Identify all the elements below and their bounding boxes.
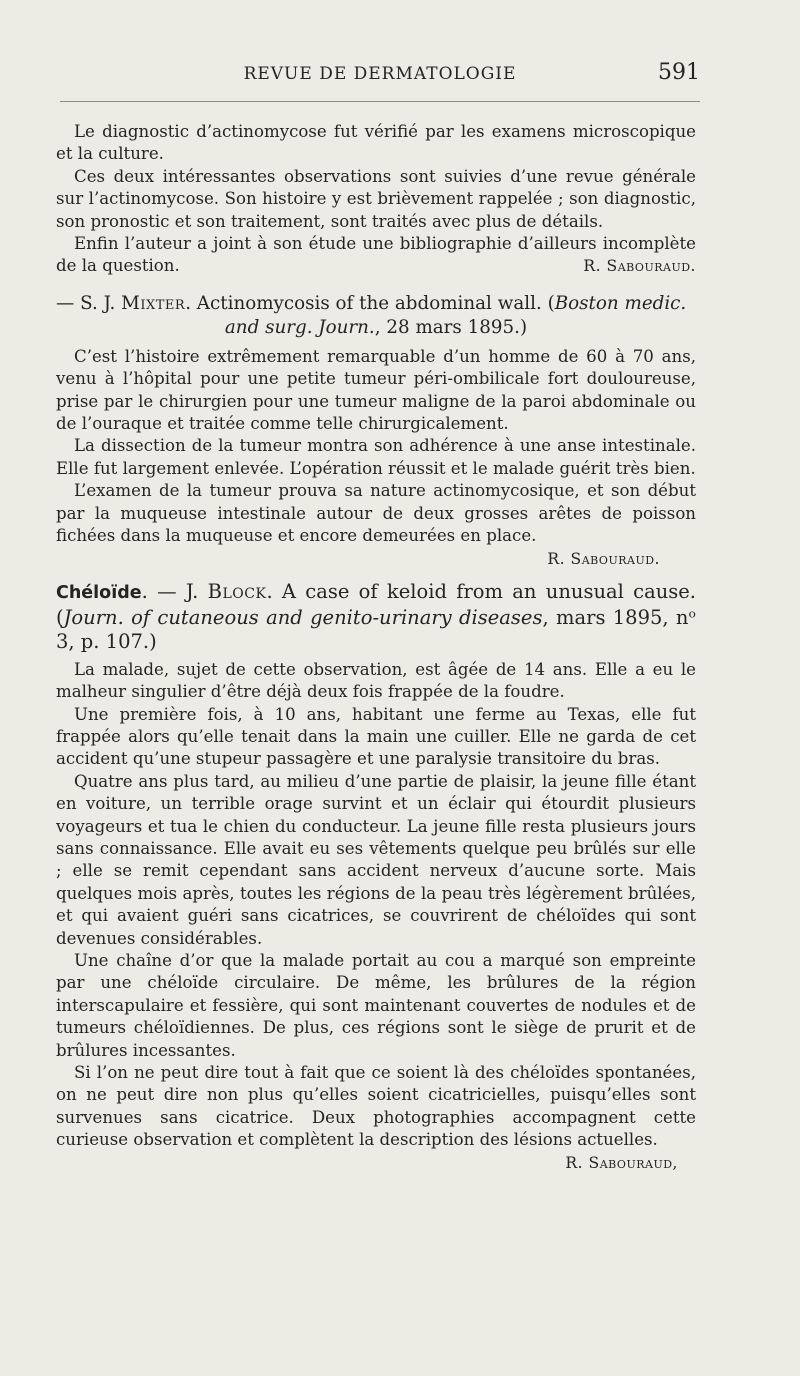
paragraph: Enfin l’auteur a joint à son étude une bibliographie d’ailleurs incomplète de la question.: [56, 234, 696, 276]
signature: R. Sabouraud.: [583, 257, 696, 276]
subject-keyword: Chéloïde: [56, 582, 142, 603]
paragraph: Ces deux intéressantes observations sont suivies d’une revue générale sur l’actinomycose. Son histoire y est brièvement rappelée ; son diagnostic, son pronostic et son traitement, sont traités avec plus de détails.: [56, 166, 696, 231]
paragraph: Le diagnostic d’actinomycose fut vérifié par les examens microscopique et la culture.: [56, 122, 696, 164]
header-rule: [60, 101, 700, 102]
signature: R. Sabouraud,: [565, 1153, 678, 1172]
signature: R. Sabouraud.: [547, 549, 660, 568]
entry-heading: — S. J. Mixter. Actinomycosis of the abdominal wall. (Boston medic.: [56, 292, 687, 314]
paragraph: L’examen de la tumeur prouva sa nature actinomycosique, et son début par la muqueuse intestinale autour de deux grosses arêtes de poisson fichées dans la muqueuse et encore demeurées en place.: [56, 481, 696, 546]
author-name: Block: [207, 579, 267, 603]
entry-heading-continued: and surg. Journ., 28 mars 1895.): [224, 316, 528, 338]
paragraph: Quatre ans plus tard, au milieu d’une partie de plaisir, la jeune fille étant en voiture, un terrible orage survint et un éclair qui étourdit plusieurs voyageurs et tua le chien du conducteur. La jeune fille resta plusieurs jours sans connaissance. Elle avait eu ses vêtements quelque peu brûlés sur elle ; elle se remit cependant sans accident nerveux d’aucune sorte. Mais quelques mois après, toutes les régions de la peau très légèrement brûlées, et qui avaient guéri sans cicatrices, se couvrirent de chéloïdes qui sont devenues considérables.: [56, 771, 696, 948]
review-entry-mixter: [56, 292, 696, 570]
journal-title: Boston medic.: [554, 292, 687, 314]
paragraph: La dissection de la tumeur montra son adhérence à une anse intestinale. Elle fut largement enlevée. L’opération réussit et le malade guérit très bien.: [56, 436, 696, 478]
paragraph: Si l’on ne peut dire tout à fait que ce soient là des chéloïdes spontanées, on ne peut dire non plus qu’elles soient cicatricielles, puisqu’elles sont survenues sans cicatrice. Deux photographies accompagnent cette curieuse observation et complètent la description des lésions actuelles.: [56, 1063, 696, 1150]
paragraph: Une première fois, à 10 ans, habitant une ferme au Texas, elle fut frappée alors qu’elle tenait dans la main une cuiller. Elle ne garda de cet accident qu’une stupeur passagère et une paralysie transitoire du bras.: [56, 704, 696, 769]
running-title: REVUE DE DERMATOLOGIE: [243, 64, 517, 84]
paragraph: Une chaîne d’or que la malade portait au cou a marqué son empreinte par une chéloïde circulaire. De même, les brûlures de la région interscapulaire et fessière, qui sont maintenant couvertes de nodules et de tumeurs chéloïdiennes. De plus, ces régions sont le siège de prurit et de brûlures incessantes.: [56, 950, 696, 1060]
paragraph: C’est l’histoire extrêmement remarquable d’un homme de 60 à 70 ans, venu à l’hôpital pour une petite tumeur péri-ombilicale fort douloureuse, prise par le chirurgien pour une tumeur maligne de la paroi abdominale ou de l’ouraque et traitée comme telle chirurgicalement.: [56, 346, 696, 434]
journal-title: Journ. of cutaneous and genito-urinary diseases: [63, 605, 543, 629]
author-name: Mixter: [121, 292, 186, 314]
paragraph: La malade, sujet de cette observation, est âgée de 14 ans. Elle a eu le malheur singulier d’être déjà deux fois frappée de la foudre.: [56, 659, 696, 702]
page-number: 591: [658, 60, 700, 85]
entry-heading: Chéloïde. — J. Block. A case of keloid from an unusual cause. (Journ. of cutaneous and genito-urinary diseases, mars 1895, nᵒ 3, p. 107.): [56, 579, 697, 654]
intro-section: [56, 121, 696, 278]
review-entry-block: [56, 580, 696, 1174]
running-head: [60, 60, 700, 92]
article-body: [56, 121, 696, 1174]
journal-title: and surg. Journ.: [224, 316, 375, 338]
